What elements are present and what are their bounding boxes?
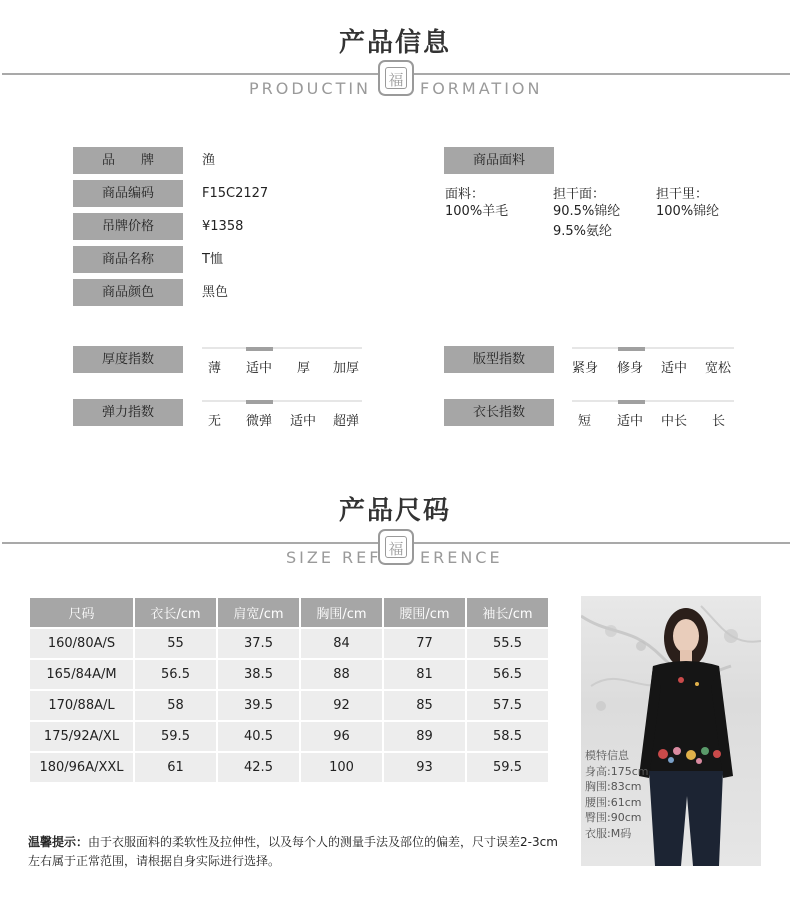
fabric-value-material-1: 100%羊毛 xyxy=(445,204,509,219)
info-label-brand: 品 牌 xyxy=(73,147,183,174)
size-cell: 96 xyxy=(301,722,382,751)
size-cell: 56.5 xyxy=(467,660,548,689)
index-option: 中长 xyxy=(661,414,688,429)
size-cell: 57.5 xyxy=(467,691,548,720)
index-option: 适中 xyxy=(617,414,644,429)
model-info-title: 模特信息 xyxy=(585,749,629,762)
size-cell: 39.5 xyxy=(218,691,299,720)
table-row xyxy=(30,753,548,782)
fabric-head-outer: 担干面： xyxy=(553,187,606,202)
index-option: 修身 xyxy=(617,361,644,376)
section-divider xyxy=(2,542,378,544)
size-cell: 170/88A/L xyxy=(30,691,133,720)
section-divider xyxy=(2,73,378,75)
index-option: 适中 xyxy=(290,414,317,429)
model-info-bust: 胸围:83cm xyxy=(585,780,642,793)
fabric-label: 商品面料 xyxy=(444,147,554,174)
info-value-code: F15C2127 xyxy=(202,186,269,201)
size-col-header: 袖长/cm xyxy=(467,598,548,627)
size-col-header: 肩宽/cm xyxy=(218,598,299,627)
info-label-price: 吊牌价格 xyxy=(73,213,183,240)
size-cell: 55 xyxy=(135,629,216,658)
section-subtitle-left: SIZE REF xyxy=(286,548,382,567)
index-option: 宽松 xyxy=(705,361,732,376)
size-cell: 180/96A/XXL xyxy=(30,753,133,782)
size-cell: 42.5 xyxy=(218,753,299,782)
fabric-value-outer-1: 90.5%锦纶 xyxy=(553,204,621,219)
table-row xyxy=(30,722,548,751)
index-scale-fit xyxy=(572,347,734,377)
seal-logo: 福 xyxy=(378,529,414,565)
model-info-size: 衣服:M码 xyxy=(585,826,632,840)
info-value-brand: 渔 xyxy=(202,153,216,168)
section-subtitle-right: FORMATION xyxy=(420,79,543,98)
fabric-head-lining: 担干里： xyxy=(656,187,709,202)
size-cell: 92 xyxy=(301,691,382,720)
size-cell: 61 xyxy=(135,753,216,782)
index-option: 紧身 xyxy=(572,361,599,376)
model-info xyxy=(585,748,648,841)
size-cell: 175/92A/XL xyxy=(30,722,133,751)
index-label-length: 衣长指数 xyxy=(444,399,554,426)
info-value-price: ¥1358 xyxy=(202,219,244,234)
size-cell: 88 xyxy=(301,660,382,689)
index-option: 超弹 xyxy=(333,414,360,429)
table-row xyxy=(30,660,548,689)
model-info-waist: 腰围:61cm xyxy=(585,795,642,809)
seal-logo: 福 xyxy=(378,60,414,96)
size-col-header: 腰围/cm xyxy=(384,598,465,627)
selected-marker xyxy=(618,400,645,404)
fabric-value-lining-1: 100%锦纶 xyxy=(656,204,720,219)
tip-text: 由于衣服面料的柔软性及拉伸性，以及每个人的测量手法及部位的偏差，尺寸误差2-3cm左右属于正常范围，请根据自身实际进行选择。 xyxy=(28,835,558,868)
size-cell: 100 xyxy=(301,753,382,782)
size-cell: 56.5 xyxy=(135,660,216,689)
index-option: 厚 xyxy=(297,361,311,376)
size-cell: 59.5 xyxy=(135,722,216,751)
index-option: 微弹 xyxy=(246,414,273,429)
size-cell: 40.5 xyxy=(218,722,299,751)
size-cell: 77 xyxy=(384,629,465,658)
index-scale-thickness xyxy=(202,347,362,377)
size-tip xyxy=(28,833,568,871)
info-label-code: 商品编码 xyxy=(73,180,183,207)
index-option: 适中 xyxy=(661,361,688,376)
size-cell: 59.5 xyxy=(467,753,548,782)
table-row xyxy=(30,691,548,720)
info-value-color: 黑色 xyxy=(202,285,229,300)
index-label-fit: 版型指数 xyxy=(444,346,554,373)
model-info-height: 身高:175cm xyxy=(585,764,649,778)
size-col-header: 胸围/cm xyxy=(301,598,382,627)
info-label-name: 商品名称 xyxy=(73,246,183,273)
size-cell: 81 xyxy=(384,660,465,689)
size-cell: 37.5 xyxy=(218,629,299,658)
size-col-header: 尺码 xyxy=(30,598,133,627)
selected-marker xyxy=(618,347,645,351)
info-label-color: 商品颜色 xyxy=(73,279,183,306)
table-row xyxy=(30,629,548,658)
size-cell: 55.5 xyxy=(467,629,548,658)
fabric-head-material: 面料： xyxy=(445,187,485,202)
index-option: 加厚 xyxy=(333,361,360,376)
section-subtitle-left: PRODUCTIN xyxy=(249,79,372,98)
size-cell: 58.5 xyxy=(467,722,548,751)
section-divider xyxy=(414,542,790,544)
size-cell: 85 xyxy=(384,691,465,720)
selected-marker xyxy=(246,347,273,351)
index-option: 长 xyxy=(712,414,726,429)
index-scale-length xyxy=(572,400,734,430)
size-table-header xyxy=(30,598,548,627)
index-option: 适中 xyxy=(246,361,273,376)
section-title-size: 产品尺码 xyxy=(338,496,451,526)
index-option: 短 xyxy=(578,414,592,429)
index-option: 薄 xyxy=(208,361,222,376)
model-info-hips: 臀围:90cm xyxy=(585,811,642,824)
info-value-name: T恤 xyxy=(202,252,223,267)
size-cell: 160/80A/S xyxy=(30,629,133,658)
size-cell: 93 xyxy=(384,753,465,782)
size-table xyxy=(28,596,550,784)
size-cell: 38.5 xyxy=(218,660,299,689)
model-photo xyxy=(581,596,761,866)
size-cell: 58 xyxy=(135,691,216,720)
size-cell: 165/84A/M xyxy=(30,660,133,689)
index-option: 无 xyxy=(208,414,222,429)
section-subtitle-right: ERENCE xyxy=(420,548,503,567)
size-col-header: 衣长/cm xyxy=(135,598,216,627)
tip-label: 温馨提示： xyxy=(28,835,89,849)
fabric-value-outer-2: 9.5%氨纶 xyxy=(553,224,613,239)
section-divider xyxy=(414,73,790,75)
index-label-thickness: 厚度指数 xyxy=(73,346,183,373)
section-title-product-info: 产品信息 xyxy=(338,28,451,58)
selected-marker xyxy=(246,400,273,404)
size-cell: 89 xyxy=(384,722,465,751)
size-cell: 84 xyxy=(301,629,382,658)
index-scale-elasticity xyxy=(202,400,362,430)
index-label-elasticity: 弹力指数 xyxy=(73,399,183,426)
